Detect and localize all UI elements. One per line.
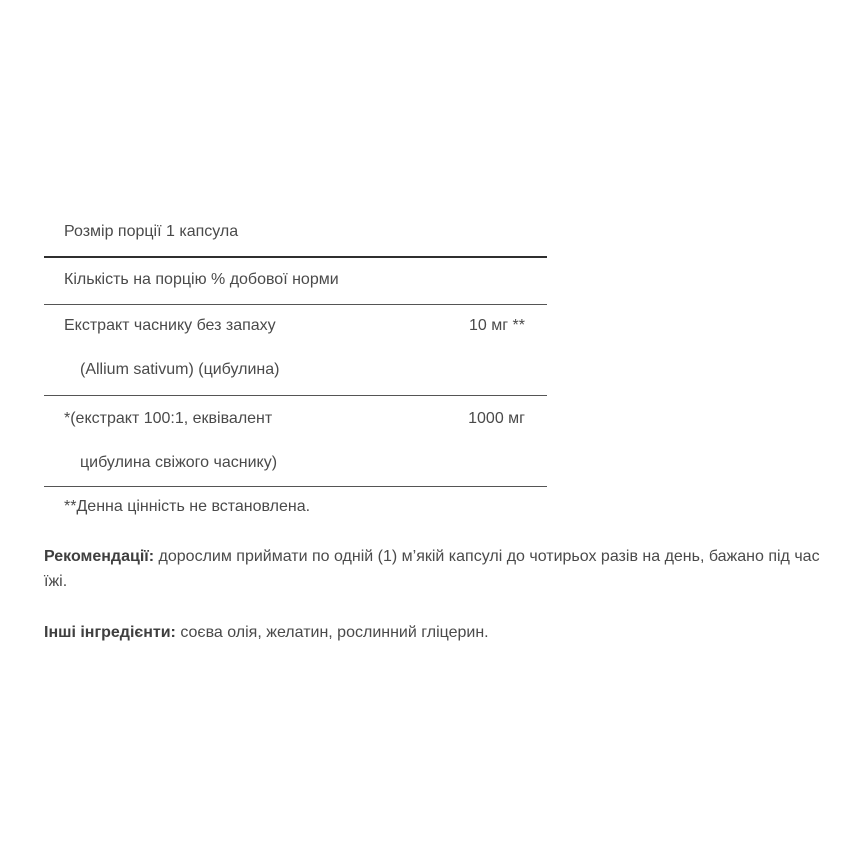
other-ingredients-label: Інші інгредієнти: (44, 624, 176, 641)
ingredient-name-cont: цибулина свіжого часнику) (80, 454, 278, 471)
other-ingredients-text: соєва олія, желатин, рослинний гліцерин. (175, 624, 489, 641)
other-ingredients-paragraph (44, 620, 834, 645)
recommendations-text: дорослим приймати по одній (1) м’якій капсулі до чотирьох разів на день, бажано під час їжі. (44, 548, 820, 590)
ingredient-name: *(екстракт 100:1, еквівалент (64, 410, 273, 427)
ingredient-row (44, 396, 547, 487)
recommendations-label: Рекомендації: (44, 548, 155, 565)
ingredient-row (44, 305, 547, 396)
ingredient-amount: 1000 мг (468, 410, 525, 427)
ingredient-name-cont: (Allium sativum) (цибулина) (80, 361, 280, 378)
serving-size-row (44, 210, 547, 258)
amount-header-text: Кількість на порцію % добової норми (64, 271, 339, 288)
recommendations-paragraph (44, 544, 834, 594)
ingredient-name: Екстракт часнику без запаху (64, 317, 276, 334)
ingredient-amount: 10 мг ** (469, 317, 525, 334)
supplement-facts-table (44, 210, 547, 487)
serving-size-text: Розмір порції 1 капсула (64, 223, 239, 240)
amount-header-row (44, 258, 547, 305)
daily-value-footnote: **Денна цінність не встановлена. (64, 498, 311, 515)
